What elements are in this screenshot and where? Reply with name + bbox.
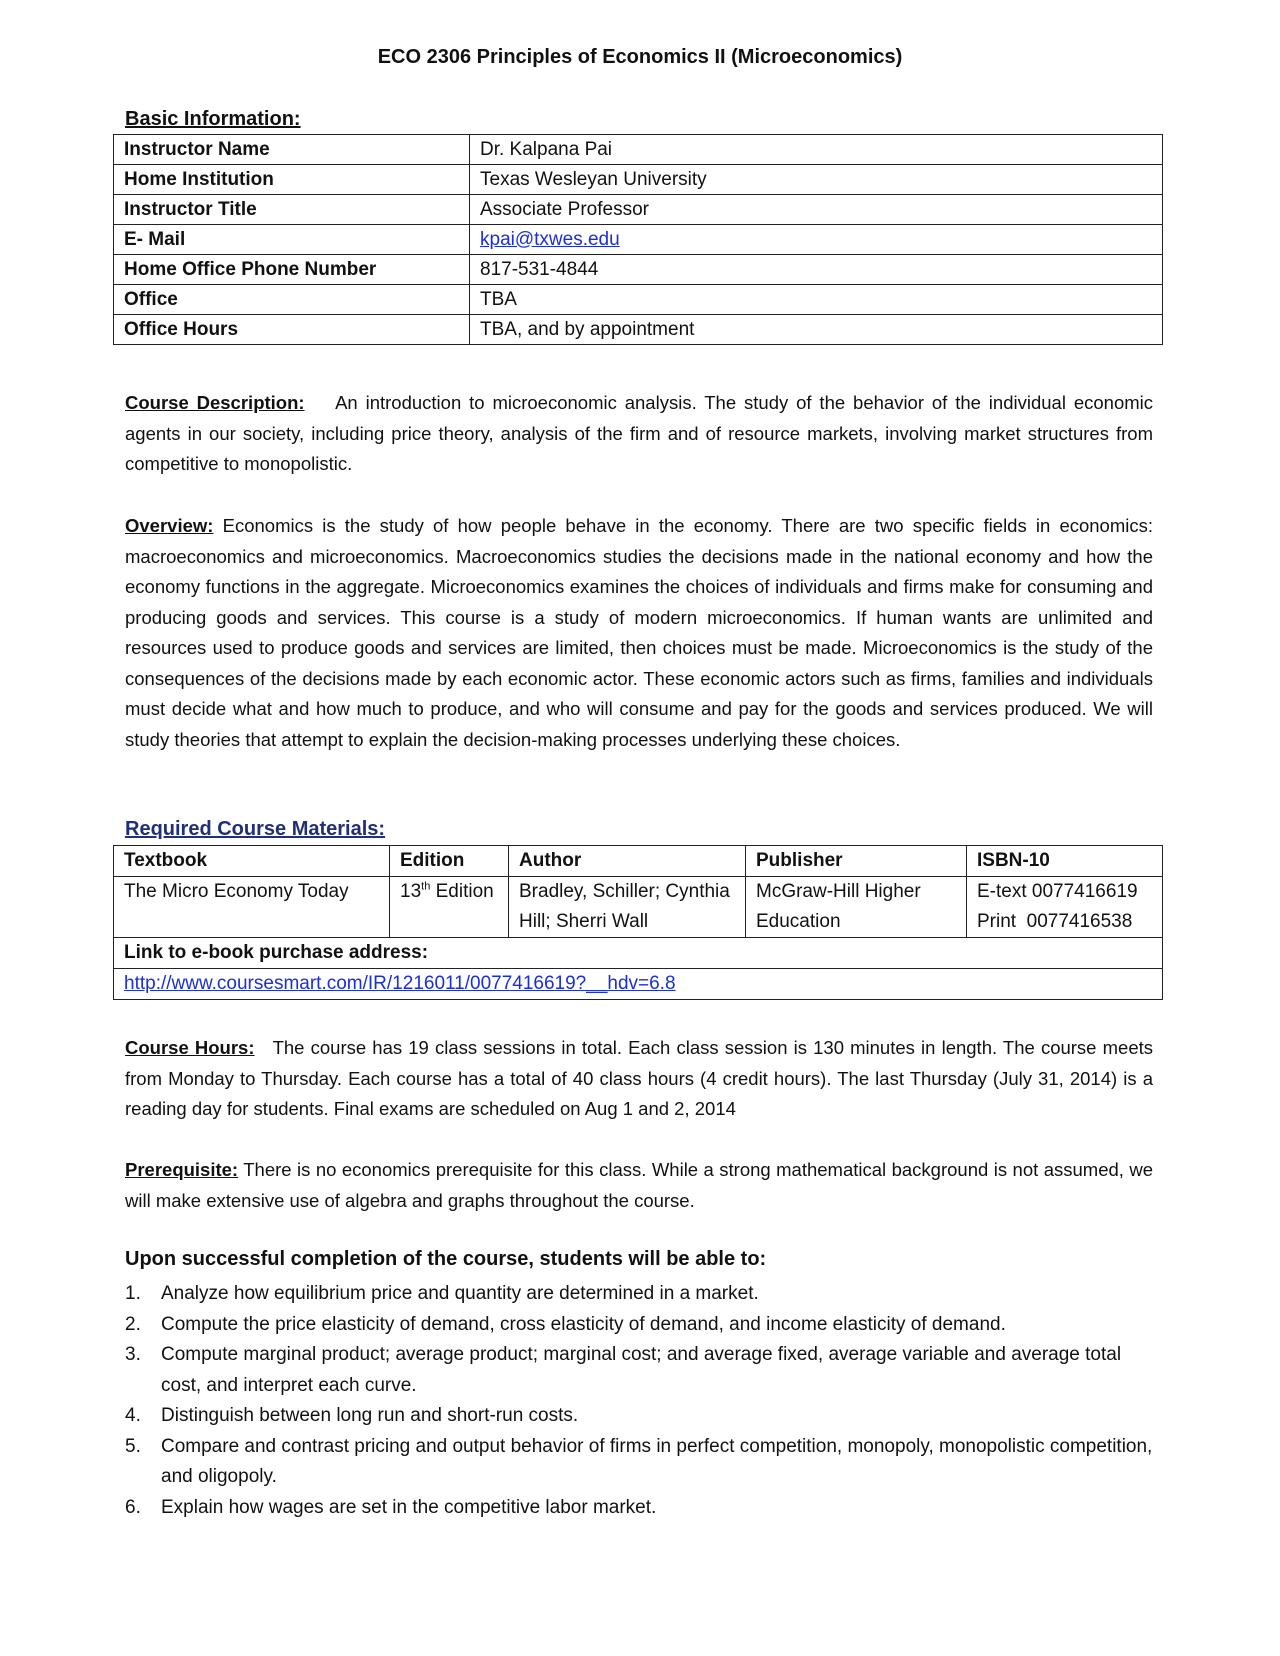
author-line: Hill; Sherri Wall (519, 911, 649, 932)
outcomes-heading: Upon successful completion of the course, students will be able to: (125, 1248, 767, 1270)
textbook-cell: The Micro Economy Today (114, 877, 390, 938)
list-item-number: 2. (125, 1313, 141, 1335)
email-label: E- Mail (114, 225, 470, 255)
materials-table (113, 845, 1163, 1000)
list-item-text: Analyze how equilibrium price and quantity are determined in a market. (161, 1283, 759, 1304)
publisher-cell (746, 877, 967, 938)
table-row (114, 255, 1163, 285)
list-item (125, 1340, 1153, 1401)
list-item (125, 1279, 1153, 1310)
col-header-textbook: Textbook (114, 846, 390, 877)
page-title: ECO 2306 Principles of Economics II (Microeconomics) (377, 46, 903, 68)
list-item-text: Compute the price elasticity of demand, cross elasticity of demand, and income elasticity of demand. (161, 1313, 1006, 1335)
table-row (114, 877, 1163, 938)
table-row (114, 315, 1163, 345)
course-hours-label: Course Hours: (125, 1037, 255, 1058)
list-item-number: 4. (125, 1405, 141, 1426)
phone-label: Home Office Phone Number (114, 255, 470, 285)
ebook-link[interactable]: http://www.coursesmart.com/IR/1216011/0077416619?__hdv=6.8 (124, 973, 676, 994)
publisher-line: McGraw-Hill Higher (756, 881, 921, 902)
isbn-etext: E-text 0077416619 (977, 881, 1138, 902)
table-row (114, 225, 1163, 255)
col-header-author: Author (509, 846, 746, 877)
office-label: Office (114, 285, 470, 315)
list-item-number: 3. (125, 1344, 141, 1365)
list-item-number: 5. (125, 1435, 141, 1457)
author-cell (509, 877, 746, 938)
prerequisite-text: There is no economics prerequisite for this class. While a strong mathematical background is not assumed, we will make extensive use of algebra and graphs throughout the course. (125, 1159, 1154, 1211)
prerequisite-label: Prerequisite: (125, 1159, 239, 1180)
course-description-text: An introduction to microeconomic analysis. The study of the behavior of the individual economic agents in our society, including price theory, analysis of the firm and of resource markets, involving market structures from competitive to monopolistic. (125, 392, 1153, 474)
list-item (125, 1310, 1153, 1341)
office-value: TBA (470, 285, 1163, 315)
list-item-number: 6. (125, 1496, 141, 1518)
list-item-number: 1. (125, 1283, 141, 1304)
isbn-cell (967, 877, 1163, 938)
table-header-row (114, 846, 1163, 877)
list-item (125, 1401, 1153, 1432)
course-hours (125, 1033, 1153, 1125)
instructor-title-label: Instructor Title (114, 195, 470, 225)
ebook-link-label: Link to e-book purchase address: (114, 938, 1163, 969)
list-item-text: Compute marginal product; average product; marginal cost; and average fixed, average variable and average total cost, and interpret each curve. (161, 1344, 1122, 1396)
list-item-text: Distinguish between long run and short-run costs. (161, 1405, 579, 1426)
instructor-title-value: Associate Professor (470, 195, 1163, 225)
required-materials-heading: Required Course Materials: (125, 818, 386, 840)
list-item-text: Explain how wages are set in the competitive labor market. (161, 1496, 657, 1518)
publisher-line: Education (756, 911, 841, 932)
phone-value: 817-531-4844 (470, 255, 1163, 285)
email-link[interactable]: kpai@txwes.edu (480, 228, 620, 250)
edition-number: 13 (400, 881, 422, 902)
col-header-isbn: ISBN-10 (967, 846, 1163, 877)
edition-cell (390, 877, 509, 938)
table-row (114, 195, 1163, 225)
table-row (114, 969, 1163, 1000)
instructor-name-value: Dr. Kalpana Pai (470, 135, 1163, 165)
email-cell (470, 225, 1163, 255)
course-description-label: Course Description: (125, 392, 305, 413)
col-header-publisher: Publisher (746, 846, 967, 877)
office-hours-label: Office Hours (114, 315, 470, 345)
outcomes-list (125, 1279, 1153, 1523)
prerequisite (125, 1155, 1153, 1216)
col-header-edition: Edition (390, 846, 509, 877)
table-row (114, 938, 1163, 969)
basic-information-heading: Basic Information: (125, 108, 301, 130)
instructor-name-label: Instructor Name (114, 135, 470, 165)
list-item (125, 1432, 1153, 1493)
list-item-text: Compare and contrast pricing and output behavior of firms in perfect competition, monopoly, monopolistic competition, and oligopoly. (161, 1435, 1153, 1487)
table-row (114, 135, 1163, 165)
overview (125, 511, 1153, 755)
home-institution-label: Home Institution (114, 165, 470, 195)
course-hours-text: The course has 19 class sessions in total. Each class session is 130 minutes in length. The course meets from Monday to Thursday. Each course has a total of 40 class hours (4 credit hours). The last Thursday (July 31, 2014) is a reading day for students. Final exams are scheduled on Aug 1 and 2, 2014 (125, 1037, 1153, 1119)
overview-text: Economics is the study of how people behave in the economy. There are two specific fields in economics: macroeconomics and microeconomics. Macroeconomics studies the decisions made in the national economy and how the economy functions in the aggregate. Microeconomics examines the choices of individuals and firms make for consuming and producing goods and services. This course is a study of modern microeconomics. If human wants are unlimited and resources used to produce goods and services are limited, then choices must be made. Microeconomics is the study of the consequences of the decisions made by each economic actor. These economic actors such as firms, families and individuals must decide what and how much to produce, and who will consume and pay for the goods and services produced. We will study theories that attempt to explain the decision-making processes underlying these choices. (125, 515, 1154, 750)
list-item (125, 1493, 1153, 1524)
edition-suffix: th (421, 880, 431, 893)
basic-information-table (113, 134, 1163, 345)
isbn-print: Print 0077416538 (977, 911, 1133, 932)
course-description (125, 388, 1153, 480)
author-line: Bradley, Schiller; Cynthia (519, 881, 730, 902)
overview-label: Overview: (125, 515, 214, 536)
edition-word: Edition (430, 881, 494, 902)
home-institution-value: Texas Wesleyan University (470, 165, 1163, 195)
ebook-link-cell (114, 969, 1163, 1000)
office-hours-value: TBA, and by appointment (470, 315, 1163, 345)
table-row (114, 285, 1163, 315)
table-row (114, 165, 1163, 195)
